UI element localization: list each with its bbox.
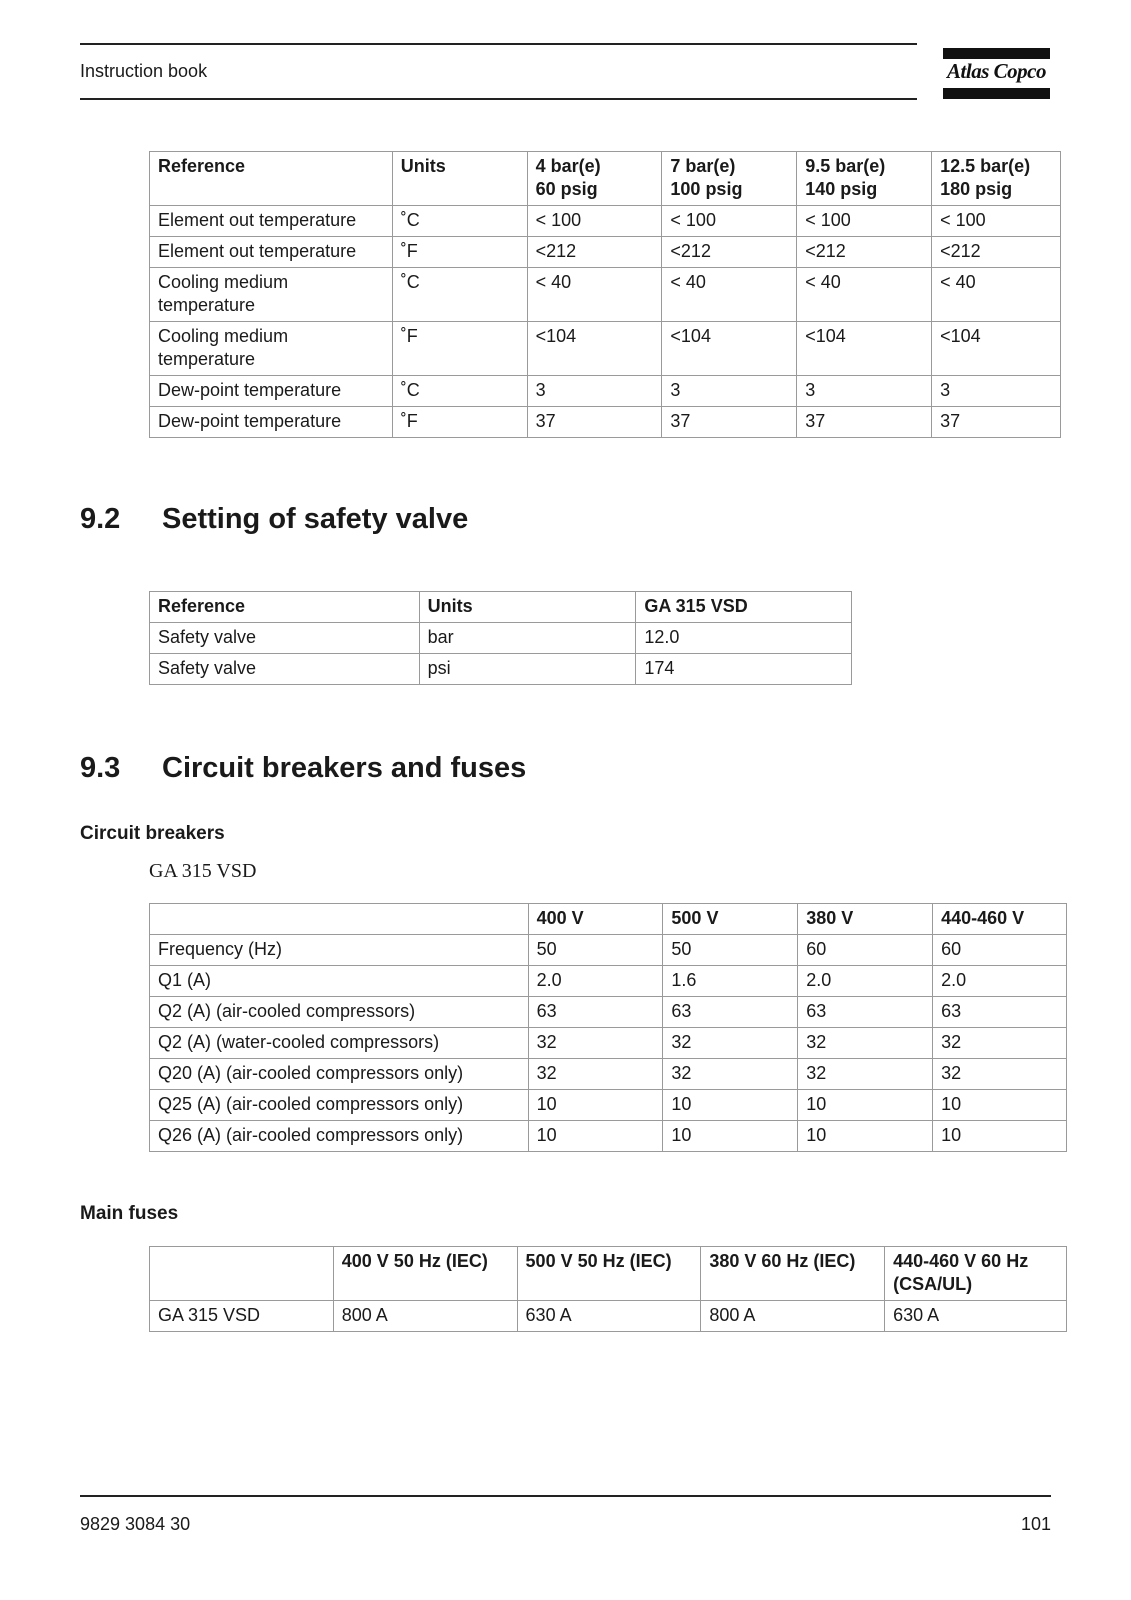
row-label-cell: Dew-point temperature (150, 376, 393, 407)
column-header (885, 1247, 1067, 1301)
column-header: Units (419, 592, 636, 623)
table-cell: 12.0 (636, 623, 852, 654)
table-header-row (150, 904, 1067, 935)
main-fuses-heading: Main fuses (80, 1203, 179, 1224)
table-cell: 10 (933, 1090, 1067, 1121)
table-cell: 10 (528, 1121, 663, 1152)
column-header-line: 12.5 bar(e) (940, 156, 1031, 176)
table-cell: < 100 (797, 206, 932, 237)
table-row (150, 376, 1061, 407)
column-header (527, 152, 662, 206)
column-header (150, 1247, 334, 1301)
column-header-line: 180 psig (940, 179, 1013, 199)
column-header (150, 152, 393, 206)
logo-wordmark: Atlas Copco (947, 59, 1046, 83)
table-cell: < 40 (662, 268, 797, 322)
row-label-cell: Q25 (A) (air-cooled compressors only) (150, 1090, 529, 1121)
table-row (150, 1090, 1067, 1121)
table-cell: 37 (527, 407, 662, 438)
column-header (797, 152, 932, 206)
logo-top-bar (943, 48, 1050, 59)
table-cell: ˚C (392, 376, 527, 407)
table-cell: <212 (932, 237, 1061, 268)
table-cell: 174 (636, 654, 852, 685)
column-header-line: 380 V 60 Hz (IEC) (709, 1251, 856, 1271)
column-header-line: 9.5 bar(e) (805, 156, 886, 176)
table-cell: 10 (798, 1121, 933, 1152)
table-cell: <212 (527, 237, 662, 268)
column-header: 380 V (798, 904, 933, 935)
table-cell: 50 (528, 935, 663, 966)
table-cell: 37 (797, 407, 932, 438)
circuit-breakers-heading: Circuit breakers (80, 823, 225, 844)
table-cell: 60 (798, 935, 933, 966)
row-label-cell: Safety valve (150, 623, 420, 654)
section-heading-9-2 (80, 503, 780, 543)
column-header (517, 1247, 701, 1301)
table-row (150, 268, 1061, 322)
column-header: GA 315 VSD (636, 592, 852, 623)
table-cell: 800 A (701, 1301, 885, 1332)
table-cell: <212 (662, 237, 797, 268)
column-header: Reference (150, 592, 420, 623)
section-number: 9.3 (80, 752, 121, 784)
table-cell: ˚C (392, 206, 527, 237)
section-title: Setting of safety valve (162, 503, 469, 535)
table-cell: 2.0 (528, 966, 663, 997)
table-row (150, 654, 852, 685)
table-cell: 10 (663, 1090, 798, 1121)
column-header-line: 140 psig (805, 179, 878, 199)
atlas-copco-logo (943, 46, 1050, 101)
table-cell: < 40 (797, 268, 932, 322)
row-label-cell: Q1 (A) (150, 966, 529, 997)
table-cell: 3 (932, 376, 1061, 407)
table-cell: < 100 (932, 206, 1061, 237)
column-header-line: 60 psig (535, 179, 598, 199)
table-cell: 10 (663, 1121, 798, 1152)
circuit-breakers-table (149, 903, 1067, 1152)
table-cell: 3 (527, 376, 662, 407)
row-label-cell: Q26 (A) (air-cooled compressors only) (150, 1121, 529, 1152)
table-cell: 32 (663, 1028, 798, 1059)
table-cell: 32 (933, 1028, 1067, 1059)
table-cell: 32 (798, 1028, 933, 1059)
table-cell: 32 (933, 1059, 1067, 1090)
column-header-line: 7 bar(e) (670, 156, 736, 176)
table-cell: 3 (662, 376, 797, 407)
table-cell: 37 (932, 407, 1061, 438)
header-title: Instruction book (80, 61, 208, 81)
table-cell: 32 (798, 1059, 933, 1090)
row-label-cell: GA 315 VSD (150, 1301, 334, 1332)
table-row (150, 1121, 1067, 1152)
table-cell: < 40 (932, 268, 1061, 322)
table-cell: 63 (663, 997, 798, 1028)
table-row (150, 966, 1067, 997)
row-label-cell: Q2 (A) (air-cooled compressors) (150, 997, 529, 1028)
table-row (150, 1028, 1067, 1059)
main-fuses-table (149, 1246, 1067, 1332)
column-header (333, 1247, 517, 1301)
table-cell: 630 A (885, 1301, 1067, 1332)
column-header-line: Reference (158, 156, 246, 176)
row-label-cell: Frequency (Hz) (150, 935, 529, 966)
table-cell: 800 A (333, 1301, 517, 1332)
table-header-row (150, 152, 1061, 206)
column-header (150, 904, 529, 935)
table-cell: 10 (528, 1090, 663, 1121)
row-label-cell: Cooling medium temperature (150, 268, 393, 322)
table-row (150, 237, 1061, 268)
table-cell: 50 (663, 935, 798, 966)
column-header (662, 152, 797, 206)
column-header-line: (CSA/UL) (893, 1274, 973, 1294)
logo-bottom-bar (943, 88, 1050, 99)
safety-valve-table (149, 591, 852, 685)
table-row (150, 623, 852, 654)
row-label-cell: Cooling medium temperature (150, 322, 393, 376)
row-label-cell: Q2 (A) (water-cooled compressors) (150, 1028, 529, 1059)
row-label-cell: Element out temperature (150, 206, 393, 237)
column-header: 400 V (528, 904, 663, 935)
table-cell: <104 (662, 322, 797, 376)
table-cell: <212 (797, 237, 932, 268)
row-label-cell: Dew-point temperature (150, 407, 393, 438)
circuit-breakers-model: GA 315 VSD (149, 860, 257, 882)
row-label-cell: Q20 (A) (air-cooled compressors only) (150, 1059, 529, 1090)
table-cell: 630 A (517, 1301, 701, 1332)
table-cell: <104 (797, 322, 932, 376)
table-row (150, 407, 1061, 438)
section-number: 9.2 (80, 503, 121, 535)
table-row (150, 206, 1061, 237)
table-cell: 60 (933, 935, 1067, 966)
column-header-line: 440-460 V 60 Hz (893, 1251, 1029, 1271)
header-bottom-rule (80, 98, 917, 100)
table-row (150, 935, 1067, 966)
table-cell: ˚F (392, 322, 527, 376)
header-top-rule (80, 43, 917, 45)
column-header (392, 152, 527, 206)
table-row (150, 1059, 1067, 1090)
table-header-row (150, 1247, 1067, 1301)
column-header-line: 4 bar(e) (535, 156, 601, 176)
table-cell: 10 (798, 1090, 933, 1121)
column-header (932, 152, 1061, 206)
table-cell: 37 (662, 407, 797, 438)
temperature-table (149, 151, 1061, 438)
column-header: 440-460 V (933, 904, 1067, 935)
table-cell: psi (419, 654, 636, 685)
table-cell: 63 (798, 997, 933, 1028)
table-cell: 32 (528, 1028, 663, 1059)
table-cell: < 100 (662, 206, 797, 237)
table-cell: 2.0 (933, 966, 1067, 997)
table-cell: <104 (527, 322, 662, 376)
table-row (150, 322, 1061, 376)
table-cell: ˚F (392, 237, 527, 268)
column-header: 500 V (663, 904, 798, 935)
row-label-cell: Safety valve (150, 654, 420, 685)
section-title: Circuit breakers and fuses (162, 752, 527, 784)
table-cell: ˚F (392, 407, 527, 438)
table-cell: 10 (933, 1121, 1067, 1152)
column-header (701, 1247, 885, 1301)
table-row (150, 997, 1067, 1028)
page-number: 101 (1020, 1514, 1051, 1534)
row-label-cell: Element out temperature (150, 237, 393, 268)
table-cell: 1.6 (663, 966, 798, 997)
table-cell: <104 (932, 322, 1061, 376)
table-cell: ˚C (392, 268, 527, 322)
table-cell: 3 (797, 376, 932, 407)
document-number: 9829 3084 30 (80, 1514, 191, 1534)
table-cell: 32 (528, 1059, 663, 1090)
table-header-row (150, 592, 852, 623)
column-header-line: Units (400, 156, 446, 176)
column-header-line: 400 V 50 Hz (IEC) (341, 1251, 488, 1271)
table-cell: 2.0 (798, 966, 933, 997)
table-cell: < 100 (527, 206, 662, 237)
table-cell: 63 (528, 997, 663, 1028)
section-heading-9-3 (80, 752, 880, 792)
table-cell: 63 (933, 997, 1067, 1028)
column-header-line: 500 V 50 Hz (IEC) (525, 1251, 672, 1271)
table-cell: bar (419, 623, 636, 654)
table-row (150, 1301, 1067, 1332)
footer-rule (80, 1495, 1051, 1497)
table-cell: 32 (663, 1059, 798, 1090)
column-header-line: 100 psig (670, 179, 743, 199)
table-cell: < 40 (527, 268, 662, 322)
